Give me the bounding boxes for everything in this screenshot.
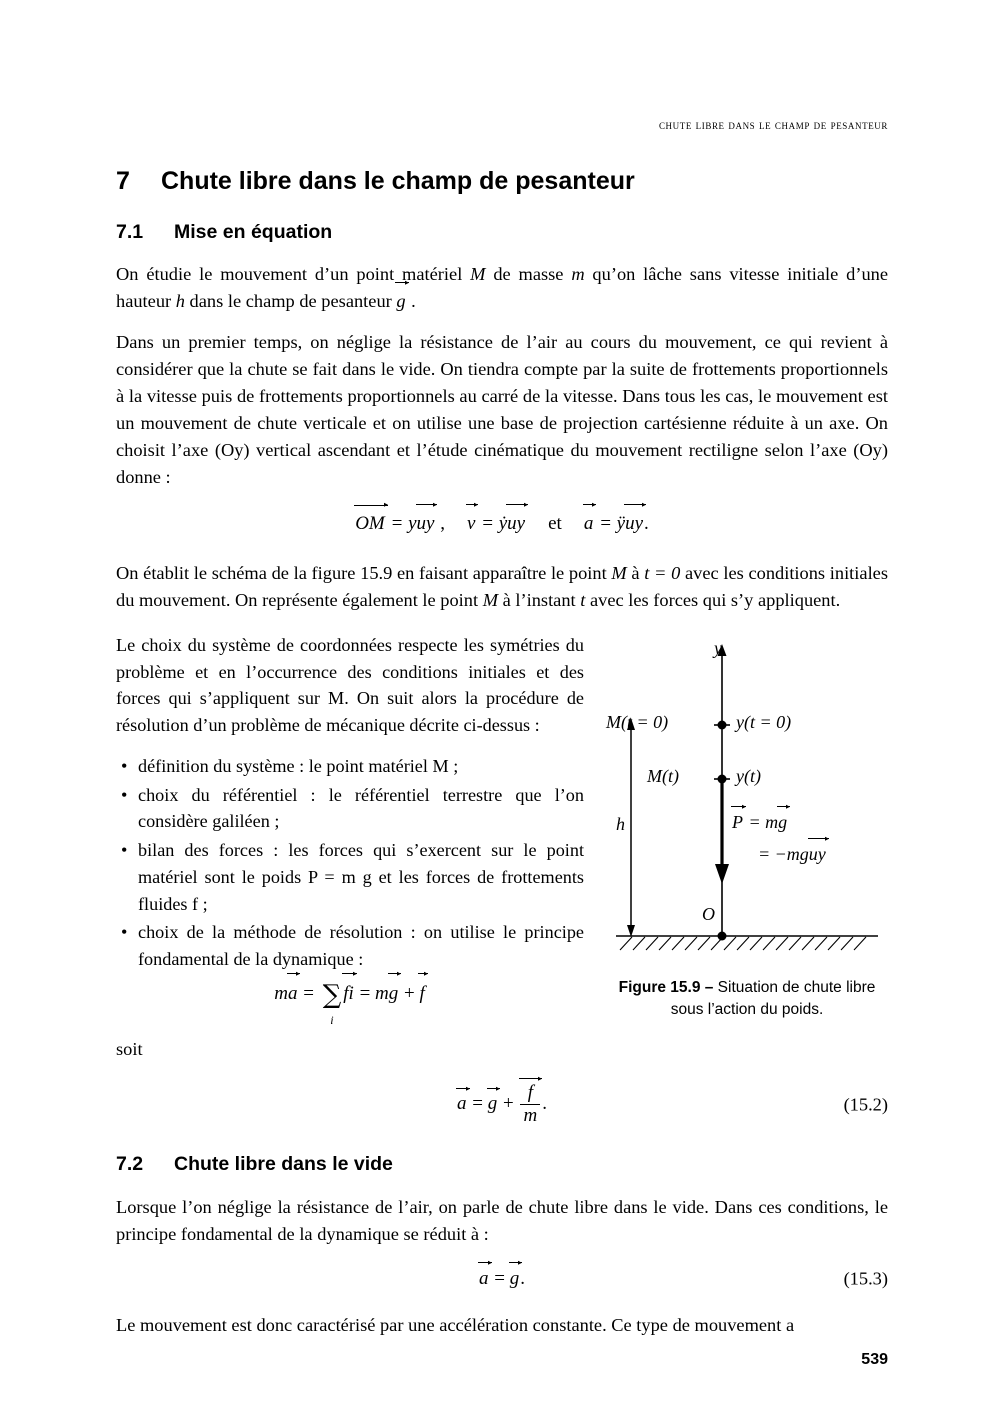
paragraph-figure-ref	[116, 560, 888, 614]
symbol-vector-g: g	[396, 288, 406, 315]
sum-index: i	[330, 1013, 334, 1028]
sum-glyph: ∑	[322, 979, 342, 1010]
eq152-period: .	[542, 1093, 547, 1115]
figure-15-9	[606, 632, 888, 1021]
para1-part-c: qu’on lâche sans vitesse initiale d’une hauteur	[116, 263, 888, 311]
vector-a-152: a	[457, 1093, 467, 1115]
vector-g-pfd: g	[389, 979, 400, 1009]
symbol-m: m	[571, 263, 585, 284]
vector-OM: OM	[355, 509, 386, 539]
label-origin: O	[702, 903, 715, 924]
paragraph-intro	[116, 261, 888, 315]
symbol-t0: t = 0	[644, 562, 681, 583]
text-figure-block	[116, 632, 888, 1037]
eq1-et: et	[548, 513, 562, 535]
symbol-M-3: M	[482, 589, 499, 610]
eq153-eq: =	[489, 1267, 510, 1289]
section-heading	[116, 168, 888, 196]
running-head: chute libre dans le champ de pesanteur	[658, 118, 888, 132]
subsection-title-7-2: Chute libre dans le vide	[174, 1153, 393, 1176]
label-y-axis: y	[714, 637, 722, 658]
vector-a: a	[584, 509, 595, 539]
vector-uy-3: uy	[625, 509, 644, 539]
subsection-heading-7-1	[116, 222, 888, 243]
equation-15-2	[116, 1083, 888, 1126]
subsection-number-7-2: 7.2	[116, 1153, 144, 1176]
list-item: • choix de la méthode de résolution : on utilise le principe fondamental de la dynamique :	[138, 919, 584, 973]
sum-symbol	[322, 975, 342, 1028]
section-number: 7	[116, 167, 130, 195]
fraction-denominator: m	[520, 1104, 540, 1126]
label-weight-eq2: = −mg	[758, 843, 809, 864]
list-item: • définition du système : le point matériel M ;	[138, 753, 584, 780]
eq1-part1: = y	[385, 513, 417, 535]
paragraph-hypotheses: Dans un premier temps, on néglige la résistance de l’air au cours du mouvement, ce qui revient à considérer que la chute se fait dans le vide. On tiendra compte par la suite de frottements proportionnels à la vitesse puis de frottements proportionnels au carré de la vitesse. Dans tous les cas, le mouvement est un mouvement de chute verticale et on utilise une base de projection cartésienne réduite à un axe. On choisit l’axe (Oy) vertical ascendant et l’étude cinématique du mouvement rectiligne selon l’axe (Oy) donne :	[116, 332, 888, 488]
vector-f-i	[343, 979, 355, 1009]
subsection-title-7-1: Mise en équation	[174, 220, 333, 243]
eq153-period: .	[520, 1267, 525, 1289]
para3-part-e: avec les forces qui s’y appliquent.	[585, 589, 841, 610]
eq1-part3: = ÿ	[594, 513, 626, 535]
vector-P: P	[732, 811, 743, 832]
para1-part-a: On étudie le mouvement d’un point matériel	[116, 263, 471, 284]
paragraph-conclusion: Le mouvement est donc caractérisé par une accélération constante. Ce type de mouvement a	[116, 1314, 795, 1335]
label-weight-eq: = m	[744, 811, 779, 832]
eq152-plus: +	[498, 1093, 519, 1115]
figure-diagram	[606, 632, 888, 962]
subsection-number-7-1: 7.1	[116, 220, 144, 243]
vector-g-fig: g	[778, 811, 788, 832]
vector-g-152: g	[487, 1093, 498, 1115]
vector-f-pfd: f	[419, 979, 425, 1009]
para3-part-d: à l’instant	[498, 589, 581, 610]
list-item: • bilan des forces : les forces qui s’exercent sur le point matériel sont le poids P = m g et les forces de frottements fluides f ;	[138, 837, 584, 917]
subsection-heading-7-2	[116, 1154, 888, 1175]
eq1-period: .	[644, 513, 649, 535]
equation-15-3	[116, 1268, 888, 1290]
vector-a-pfd: a	[288, 979, 299, 1009]
equation-kinematics	[116, 509, 888, 539]
equation-number-15-2: (15.2)	[843, 1094, 888, 1115]
vector-uy-1: uy	[417, 509, 436, 539]
vector-uy-2: uy	[507, 509, 526, 539]
eq1-part2: = ẏ	[476, 513, 508, 535]
vector-f-i-text: fi	[343, 982, 354, 1004]
pfd-m1: m	[274, 982, 288, 1004]
pfd-m2: m	[375, 982, 389, 1004]
paragraph-soit: soit	[116, 1039, 143, 1060]
pfd-plus: +	[399, 982, 420, 1004]
para1-part-e: .	[406, 290, 416, 311]
fraction-f-over-m	[520, 1083, 540, 1126]
label-M-t0-text: M(t = 0)	[606, 711, 669, 732]
symbol-M: M	[470, 263, 486, 284]
pfd-eq1: =	[298, 982, 319, 1004]
para1-part-d: dans le champ de pesanteur	[184, 290, 397, 311]
symbol-h: h	[175, 290, 185, 311]
vector-a-153: a	[479, 1267, 489, 1289]
list-item: • choix du référentiel : le référentiel terrestre que l’on considère galiléen ;	[138, 782, 584, 836]
eq152-eq: =	[467, 1093, 488, 1115]
page-number: 539	[861, 1351, 888, 1368]
left-column	[116, 632, 584, 975]
figure-caption	[606, 977, 888, 1021]
vector-f-152: f	[520, 1083, 540, 1104]
para3-part-c: avec les conditions initiales du mouvement. On représente également le point	[116, 562, 888, 610]
figure-caption-label: Figure 15.9 –	[618, 978, 714, 996]
label-h: h	[616, 813, 625, 834]
symbol-t: t	[580, 589, 586, 610]
page-content	[116, 168, 888, 1353]
section-title-text: Chute libre dans le champ de pesanteur	[161, 167, 635, 195]
vector-v: v	[467, 509, 476, 539]
figure-caption-text: Situation de chute libre sous l’action du poids.	[670, 978, 876, 1018]
symbol-M-2: M	[611, 562, 627, 583]
label-y-t-text: y(t)	[736, 765, 761, 786]
paragraph-vide: Lorsque l’on néglige la résistance de l’air, on parle de chute libre dans le vide. Dans ces conditions, le principe fondamental de la dynamique se réduit à :	[116, 1196, 888, 1244]
label-M-t-text: M(t)	[647, 765, 679, 786]
vector-g-153: g	[509, 1267, 520, 1289]
para1-part-b: de masse	[485, 263, 572, 284]
para3-part-a: On établit le schéma de la figure 15.9 en faisant apparaître le point	[116, 562, 612, 583]
pfd-eq2: =	[354, 982, 376, 1004]
method-bullet-list	[116, 753, 584, 973]
label-y-t0-text: y(t = 0)	[736, 711, 792, 732]
para3-part-b: à	[626, 562, 645, 583]
paragraph-method: Le choix du système de coordonnées respecte les symétries du problème et en l’occurrence des conditions initiales et des forces qui s’appliquent sur M. On suit alors la procédure de résolution d’un problème de mécanique décrite ci-dessus :	[116, 634, 584, 736]
equation-number-15-3: (15.3)	[843, 1268, 888, 1289]
eq1-comma: ,	[435, 513, 445, 535]
vector-uy-fig: uy	[808, 843, 826, 864]
